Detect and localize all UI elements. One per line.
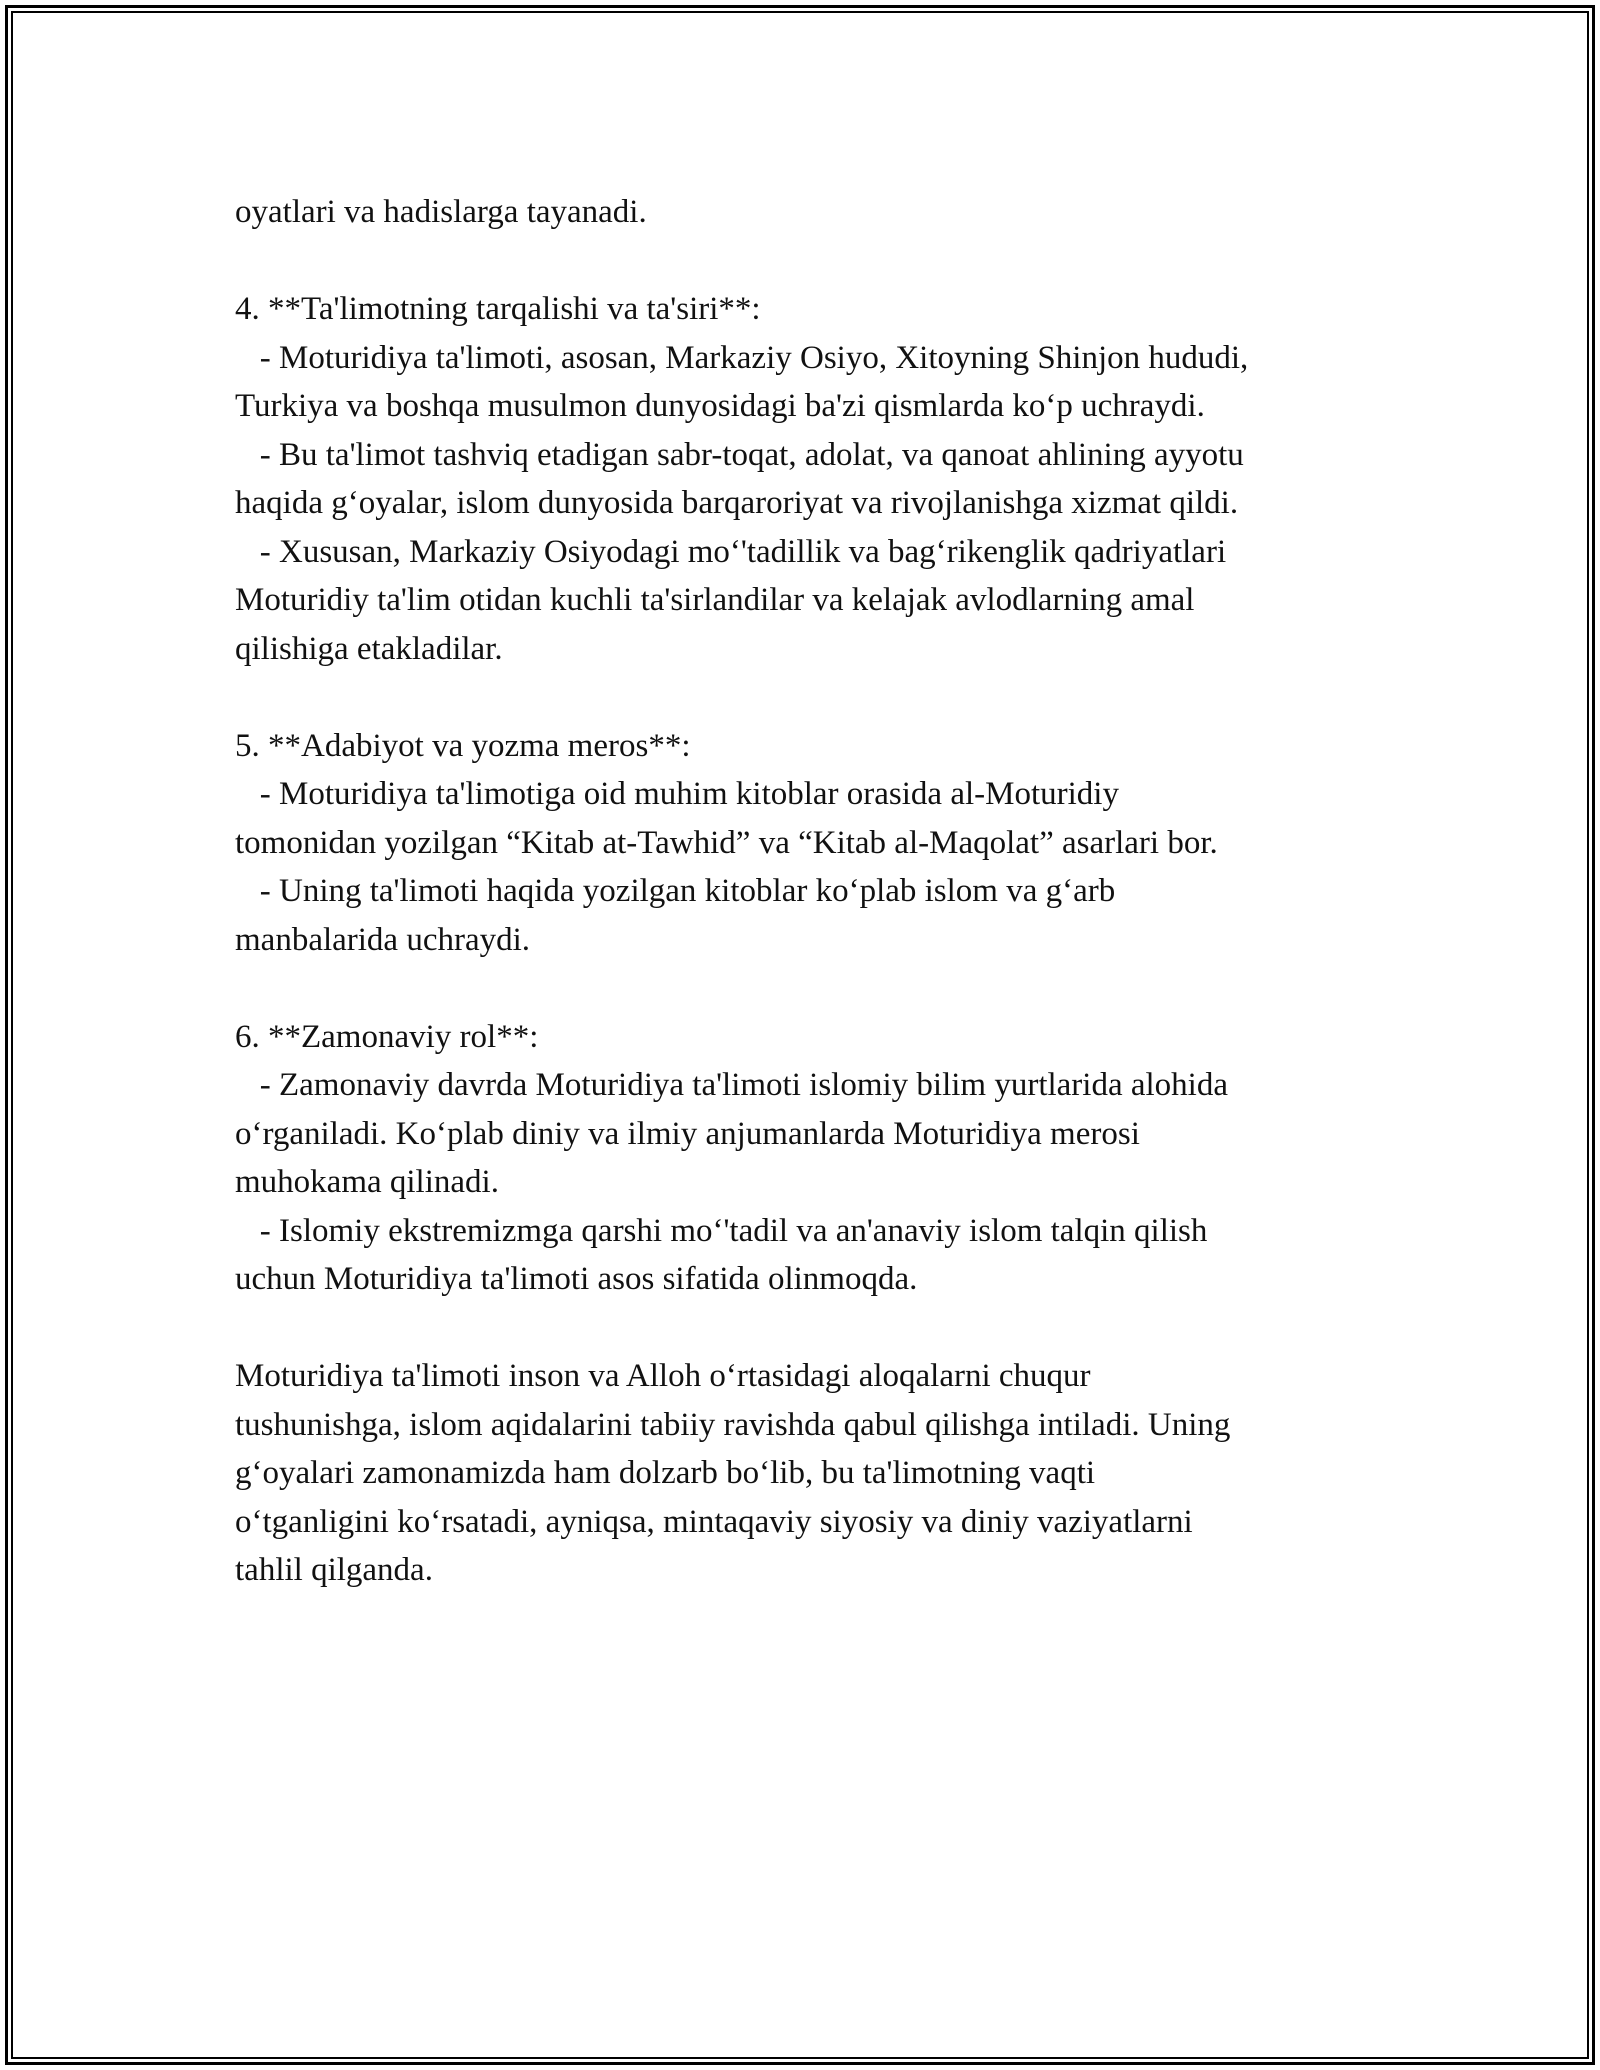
section-4-line: qilishiga etakladilar.: [235, 630, 503, 667]
section-6-line: - Islomiy ekstremizmga qarshi moʻ'tadil va an'anaviy islom talqin qilish: [235, 1212, 1208, 1249]
document-body: [235, 188, 1385, 1595]
section-4-line: - Moturidiya ta'limoti, asosan, Markaziy Osiyo, Xitoyning Shinjon hududi,: [235, 339, 1249, 376]
conclusion-line: gʻoyalari zamonamizda ham dolzarb boʻlib, bu ta'limotning vaqti: [235, 1455, 1096, 1491]
conclusion-line: tushunishga, islom aqidalarini tabiiy ravishda qabul qilishga intiladi. Uning: [235, 1406, 1231, 1443]
section-4-line: - Xususan, Markaziy Osiyodagi moʻ'tadillik va bagʻrikenglik qadriyatlari: [235, 533, 1227, 570]
paragraph-gap: [235, 1304, 1385, 1353]
section-5-line: - Moturidiya ta'limotiga oid muhim kitoblar orasida al-Moturidiy: [235, 776, 1119, 812]
section-4-line: - Bu ta'limot tashviq etadigan sabr-toqat, adolat, va qanoat ahlining ayyotu: [235, 436, 1244, 473]
section-6-heading: 6. **Zamonaviy rol**:: [235, 1018, 539, 1055]
intro-tail-line: oyatlari va hadislarga tayanadi.: [235, 194, 647, 230]
conclusion-line: tahlil qilganda.: [235, 1552, 433, 1588]
section-5-heading: 5. **Adabiyot va yozma meros**:: [235, 727, 691, 764]
section-6-line: oʻrganiladi. Koʻplab diniy va ilmiy anjumanlarda Moturidiya merosi: [235, 1115, 1140, 1152]
section-4-line: haqida gʻoyalar, islom dunyosida barqaroriyat va rivojlanishga xizmat qildi.: [235, 485, 1239, 521]
section-4-heading: 4. **Ta'limotning tarqalishi va ta'siri**:: [235, 291, 761, 327]
section-6-line: muhokama qilinadi.: [235, 1164, 499, 1200]
section-4-line: Moturidiy ta'lim otidan kuchli ta'sirlandilar va kelajak avlodlarning amal: [235, 582, 1195, 618]
section-5-line: manbalarida uchraydi.: [235, 921, 531, 958]
section-5-line: tomonidan yozilgan “Kitab at-Tawhid” va “Kitab al-Maqolat” asarlari bor.: [235, 824, 1218, 861]
paragraph-gap: [235, 237, 1385, 286]
paragraph-gap: [235, 964, 1385, 1013]
section-6-line: uchun Moturidiya ta'limoti asos sifatida olinmoqda.: [235, 1261, 918, 1297]
conclusion-line: Moturidiya ta'limoti inson va Alloh oʻrtasidagi aloqalarni chuqur: [235, 1358, 1091, 1394]
conclusion-line: oʻtganligini koʻrsatadi, ayniqsa, mintaqaviy siyosiy va diniy vaziyatlarni: [235, 1503, 1193, 1540]
section-4-line: Turkiya va boshqa musulmon dunyosidagi ba'zi qismlarda koʻp uchraydi.: [235, 388, 1205, 424]
section-6-line: - Zamonaviy davrda Moturidiya ta'limoti islomiy bilim yurtlarida alohida: [235, 1067, 1228, 1103]
section-5-line: - Uning ta'limoti haqida yozilgan kitoblar koʻplab islom va gʻarb: [235, 873, 1116, 909]
paragraph-gap: [235, 673, 1385, 722]
